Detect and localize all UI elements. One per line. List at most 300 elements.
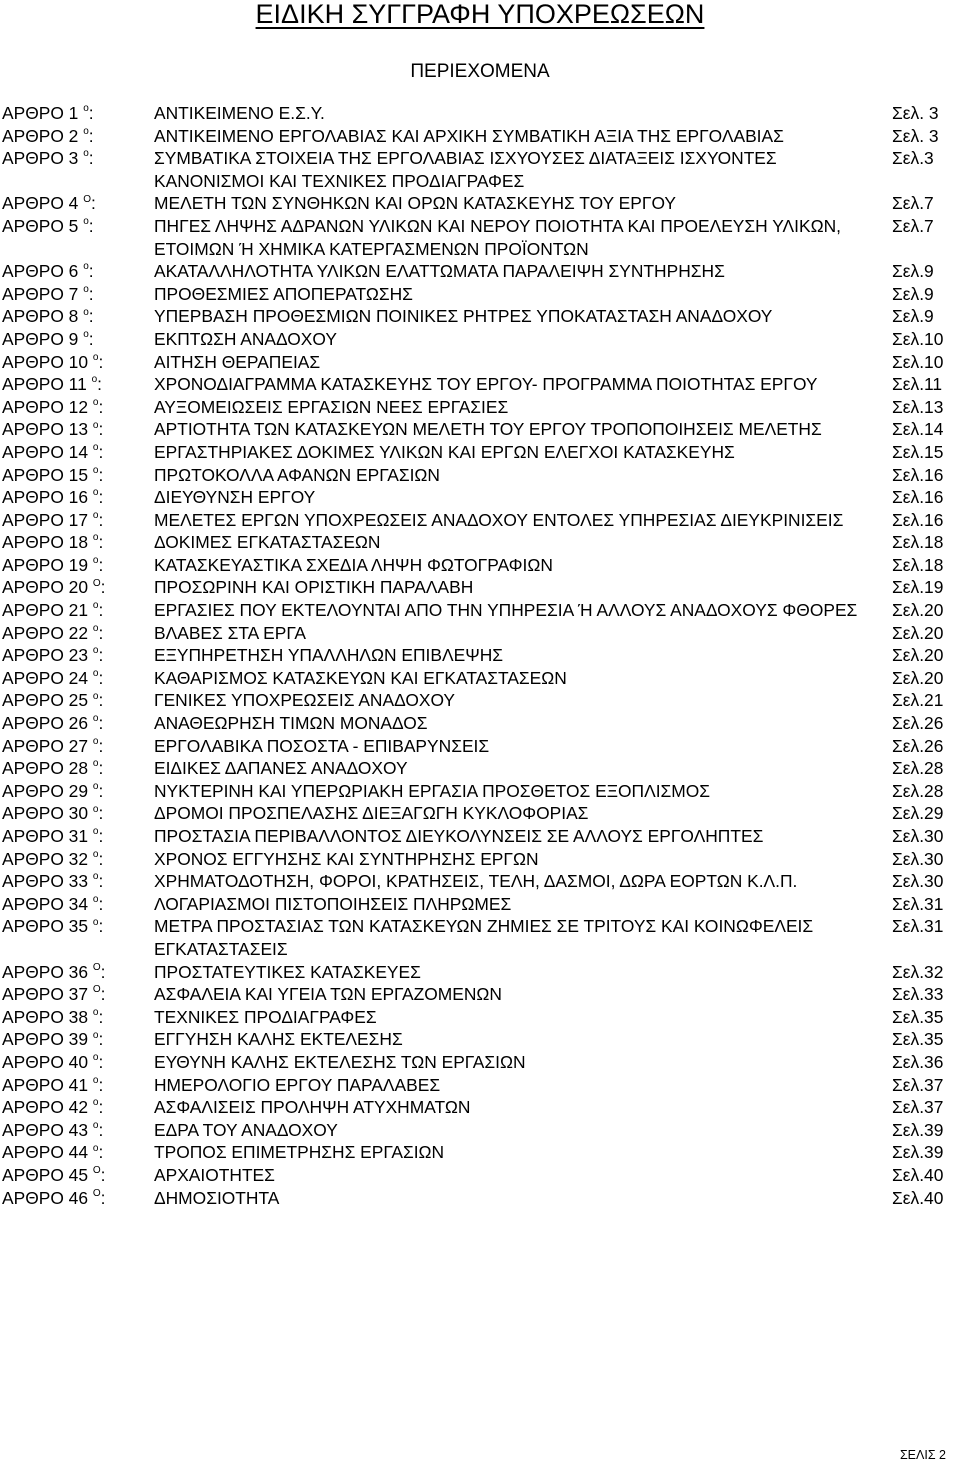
colon-separator: : bbox=[98, 713, 104, 734]
colon-separator: : bbox=[97, 374, 102, 395]
article-label: ΑΡΘΡΟ 11 bbox=[2, 374, 87, 395]
page-reference: Σελ.28 bbox=[892, 780, 944, 801]
article-label: ΑΡΘΡΟ 6 bbox=[2, 261, 79, 282]
toc-entry bbox=[2, 961, 960, 984]
article-number bbox=[2, 644, 154, 667]
article-number bbox=[2, 1141, 154, 1164]
toc-entry bbox=[2, 757, 960, 780]
toc-entry bbox=[2, 893, 960, 916]
toc-entry bbox=[2, 848, 960, 871]
toc-entry bbox=[2, 351, 960, 374]
colon-separator: : bbox=[98, 690, 104, 711]
ordinal-suffix: ο bbox=[92, 1052, 99, 1064]
ordinal-suffix: ο bbox=[92, 668, 99, 680]
article-number bbox=[2, 125, 154, 148]
article-label: ΑΡΘΡΟ 28 bbox=[2, 758, 89, 779]
article-label: ΑΡΘΡΟ 4 bbox=[2, 193, 79, 214]
ordinal-suffix: ο bbox=[83, 306, 89, 318]
page-reference: Σελ. 3 bbox=[892, 125, 939, 146]
colon-separator: : bbox=[88, 283, 94, 304]
page-reference: Σελ.16 bbox=[892, 487, 944, 508]
toc-entry bbox=[2, 554, 960, 577]
page-reference: Σελ.40 bbox=[892, 1187, 944, 1208]
ordinal-suffix: ο bbox=[92, 1119, 99, 1131]
toc-entry bbox=[2, 667, 960, 690]
article-number bbox=[2, 712, 154, 735]
page-reference: Σελ.39 bbox=[892, 1142, 944, 1163]
article-number bbox=[2, 1074, 154, 1097]
article-number bbox=[2, 215, 154, 260]
ordinal-suffix: ο bbox=[83, 148, 89, 160]
article-topic: ΤΡΟΠΟΣ ΕΠΙΜΕΤΡΗΣΗΣ ΕΡΓΑΣΙΩΝ bbox=[154, 1142, 445, 1163]
article-number bbox=[2, 305, 154, 328]
article-label: ΑΡΘΡΟ 26 bbox=[2, 713, 89, 734]
toc-entry bbox=[2, 735, 960, 758]
toc-entry bbox=[2, 802, 960, 825]
article-topic: ΧΡΟΝΟΣ ΕΓΓΥΗΣΗΣ ΚΑΙ ΣΥΝΤΗΡΗΣΗΣ ΕΡΓΩΝ bbox=[154, 848, 539, 869]
article-label: ΑΡΘΡΟ 19 bbox=[2, 554, 89, 575]
ordinal-suffix: ο bbox=[92, 645, 99, 657]
colon-separator: : bbox=[88, 148, 94, 169]
article-label: ΑΡΘΡΟ 29 bbox=[2, 780, 89, 801]
article-number bbox=[2, 757, 154, 780]
colon-separator: : bbox=[100, 984, 106, 1005]
page-reference: Σελ.14 bbox=[892, 419, 944, 440]
article-number bbox=[2, 396, 154, 419]
article-topic: ΧΡΟΝΟΔΙΑΓΡΑΜΜΑ ΚΑΤΑΣΚΕΥΗΣ ΤΟΥ ΕΡΓΟΥ- ΠΡΟΓΡΑΜΜΑ ΠΟΙΟΤΗΤΑΣ ΕΡΓΟΥ bbox=[154, 374, 818, 395]
article-label: ΑΡΘΡΟ 37 bbox=[2, 984, 89, 1005]
article-topic: ΠΡΟΣΩΡΙΝΗ ΚΑΙ ΟΡΙΣΤΙΚΗ ΠΑΡΑΛΑΒΗ bbox=[154, 577, 474, 598]
article-label: ΑΡΘΡΟ 17 bbox=[2, 509, 89, 530]
page-reference: Σελ.3 bbox=[892, 148, 934, 169]
article-label: ΑΡΘΡΟ 33 bbox=[2, 871, 89, 892]
toc-entry bbox=[2, 328, 960, 351]
toc-entry bbox=[2, 870, 960, 893]
page-reference: Σελ.30 bbox=[892, 848, 944, 869]
ordinal-suffix: ο bbox=[92, 1006, 99, 1018]
article-topic: ΕΡΓΑΣΙΕΣ ΠΟΥ ΕΚΤΕΛΟΥΝΤΑΙ ΑΠΟ ΤΗΝ ΥΠΗΡΕΣΙΑ Ή ΑΛΛΟΥΣ ΑΝΑΔΟΧΟΥΣ ΦΘΟΡΕΣ bbox=[154, 600, 858, 621]
page-reference: Σελ.35 bbox=[892, 1029, 944, 1050]
article-topic: ΑΡΧΑΙΟΤΗΤΕΣ bbox=[154, 1164, 275, 1185]
article-number bbox=[2, 373, 154, 396]
toc-entry bbox=[2, 1096, 960, 1119]
article-label: ΑΡΘΡΟ 24 bbox=[2, 667, 89, 688]
ordinal-suffix: ο bbox=[92, 1142, 99, 1154]
article-topic: ΕΞΥΠΗΡΕΤΗΣΗ ΥΠΑΛΛΗΛΩΝ ΕΠΙΒΛΕΨΗΣ bbox=[154, 645, 504, 666]
document-title: ΕΙΔΙΚΗ ΣΥΓΓΡΑΦΗ ΥΠΟΧΡΕΩΣΕΩΝ bbox=[255, 0, 705, 29]
colon-separator: : bbox=[98, 532, 104, 553]
article-topic: ΣΥΜΒΑΤΙΚΑ ΣΤΟΙΧΕΙΑ ΤΗΣ ΕΡΓΟΛΑΒΙΑΣ ΙΣΧΥΟΥΣΕΣ ΔΙΑΤΑΞΕΙΣ ΙΣΧΥΟΝΤΕΣ ΚΑΝΟΝΙΣΜΟΙ ΚΑΙ ΤΕΧΝΙΚΕΣ ΠΡΟΔΙΑΓΡΑΦΕΣ bbox=[154, 148, 777, 191]
colon-separator: : bbox=[98, 645, 104, 666]
article-topic: ΕΔΡΑ ΤΟΥ ΑΝΑΔΟΧΟΥ bbox=[154, 1119, 338, 1140]
toc-entry bbox=[2, 1187, 960, 1210]
ordinal-suffix: Ο bbox=[92, 1187, 101, 1199]
toc-entry bbox=[2, 1074, 960, 1097]
article-topic: ΕΚΠΤΩΣΗ ΑΝΑΔΟΧΟΥ bbox=[154, 328, 337, 349]
article-topic: ΑΝΑΘΕΩΡΗΣΗ ΤΙΜΩΝ ΜΟΝΑΔΟΣ bbox=[154, 713, 428, 734]
toc-entry bbox=[2, 915, 960, 960]
article-label: ΑΡΘΡΟ 10 bbox=[2, 351, 89, 372]
colon-separator: : bbox=[88, 215, 94, 236]
ordinal-suffix: ο bbox=[92, 826, 99, 838]
toc-entry bbox=[2, 780, 960, 803]
page-reference: Σελ.18 bbox=[892, 532, 944, 553]
page-reference: Σελ.20 bbox=[892, 622, 944, 643]
article-topic: ΠΗΓΕΣ ΛΗΨΗΣ ΑΔΡΑΝΩΝ ΥΛΙΚΩΝ ΚΑΙ ΝΕΡΟΥ ΠΟΙΟΤΗΤΑ ΚΑΙ ΠΡΟΕΛΕΥΣΗ ΥΛΙΚΩΝ, ΕΤΟΙΜΩΝ Ή ΧΗΜΙΚΑ ΚΑΤΕΡΓΑΣΜΕΝΩΝ ΠΡΟΪΟΝΤΩΝ bbox=[154, 215, 841, 259]
ordinal-suffix: ο bbox=[92, 1029, 99, 1041]
colon-separator: : bbox=[88, 103, 94, 123]
ordinal-suffix: ο bbox=[92, 487, 99, 499]
ordinal-suffix: ο bbox=[83, 103, 89, 115]
toc-entry bbox=[2, 305, 960, 328]
colon-separator: : bbox=[88, 261, 94, 282]
ordinal-suffix: ο bbox=[92, 735, 99, 747]
article-label: ΑΡΘΡΟ 31 bbox=[2, 826, 89, 846]
colon-separator: : bbox=[98, 848, 104, 869]
article-topic: ΠΡΟΘΕΣΜΙΕΣ ΑΠΟΠΕΡΑΤΩΣΗΣ bbox=[154, 283, 413, 304]
article-number bbox=[2, 599, 154, 622]
article-topic: ΥΠΕΡΒΑΣΗ ΠΡΟΘΕΣΜΙΩΝ ΠΟΙΝΙΚΕΣ ΡΗΤΡΕΣ ΥΠΟΚΑΤΑΣΤΑΣΗ ΑΝΑΔΟΧΟΥ bbox=[154, 306, 773, 327]
colon-separator: : bbox=[98, 871, 104, 892]
colon-separator: : bbox=[98, 1029, 104, 1050]
page-number: ΣΕΛΙΣ 2 bbox=[899, 1448, 946, 1462]
article-label: ΑΡΘΡΟ 7 bbox=[2, 283, 79, 304]
article-label: ΑΡΘΡΟ 22 bbox=[2, 622, 89, 643]
toc-entry bbox=[2, 825, 960, 848]
article-number bbox=[2, 509, 154, 532]
ordinal-suffix: Ο bbox=[92, 961, 101, 973]
article-number bbox=[2, 554, 154, 577]
page-reference: Σελ.35 bbox=[892, 1006, 944, 1027]
article-label: ΑΡΘΡΟ 21 bbox=[2, 600, 89, 621]
ordinal-suffix: ο bbox=[83, 261, 89, 273]
article-number bbox=[2, 1006, 154, 1029]
article-label: ΑΡΘΡΟ 41 bbox=[2, 1074, 89, 1095]
ordinal-suffix: ο bbox=[83, 329, 89, 341]
page-reference: Σελ.20 bbox=[892, 667, 944, 688]
article-number bbox=[2, 735, 154, 758]
page-reference: Σελ.26 bbox=[892, 735, 944, 756]
article-number bbox=[2, 328, 154, 351]
article-topic: ΑΙΤΗΣΗ ΘΕΡΑΠΕΙΑΣ bbox=[154, 351, 321, 372]
contents-heading: ΠΕΡΙΕΧΟΜΕΝΑ bbox=[410, 61, 550, 82]
ordinal-suffix: Ο bbox=[92, 577, 101, 589]
article-number bbox=[2, 780, 154, 803]
article-label: ΑΡΘΡΟ 45 bbox=[2, 1164, 89, 1185]
page-reference: Σελ.20 bbox=[892, 645, 944, 666]
colon-separator: : bbox=[98, 396, 104, 417]
toc-entry bbox=[2, 215, 960, 260]
article-topic: ΑΡΤΙΟΤΗΤΑ ΤΩΝ ΚΑΤΑΣΚΕΥΩΝ ΜΕΛΕΤΗ ΤΟΥ ΕΡΓΟΥ ΤΡΟΠΟΠΟΙΗΣΕΙΣ ΜΕΛΕΤΗΣ bbox=[154, 419, 822, 440]
article-topic: ΧΡΗΜΑΤΟΔΟΤΗΣΗ, ΦΟΡΟΙ, ΚΡΑΤΗΣΕΙΣ, ΤΕΛΗ, ΔΑΣΜΟΙ, ΔΩΡΑ ΕΟΡΤΩΝ Κ.Λ.Π. bbox=[154, 871, 798, 892]
toc-entry bbox=[2, 599, 960, 622]
toc-entry bbox=[2, 373, 960, 396]
article-label: ΑΡΘΡΟ 8 bbox=[2, 306, 79, 327]
toc-entry bbox=[2, 486, 960, 509]
colon-separator: : bbox=[98, 826, 104, 846]
article-label: ΑΡΘΡΟ 40 bbox=[2, 1051, 89, 1072]
toc-entry bbox=[2, 509, 960, 532]
article-number bbox=[2, 192, 154, 215]
article-label: ΑΡΘΡΟ 27 bbox=[2, 735, 89, 756]
page-reference: Σελ.10 bbox=[892, 328, 944, 349]
article-topic: ΒΛΑΒΕΣ ΣΤΑ ΕΡΓΑ bbox=[154, 622, 306, 643]
article-number bbox=[2, 464, 154, 487]
page-reference: Σελ.9 bbox=[892, 306, 934, 327]
colon-separator: : bbox=[98, 1051, 104, 1072]
article-number bbox=[2, 870, 154, 893]
article-topic: ΕΙΔΙΚΕΣ ΔΑΠΑΝΕΣ ΑΝΑΔΟΧΟΥ bbox=[154, 758, 408, 779]
article-label: ΑΡΘΡΟ 12 bbox=[2, 396, 89, 417]
article-number bbox=[2, 441, 154, 464]
article-label: ΑΡΘΡΟ 25 bbox=[2, 690, 89, 711]
page-reference: Σελ.26 bbox=[892, 713, 944, 734]
toc-entry bbox=[2, 1141, 960, 1164]
page-reference: Σελ.9 bbox=[892, 283, 934, 304]
toc-entry bbox=[2, 418, 960, 441]
article-label: ΑΡΘΡΟ 13 bbox=[2, 419, 89, 440]
toc-entry bbox=[2, 531, 960, 554]
article-label: ΑΡΘΡΟ 46 bbox=[2, 1187, 89, 1208]
article-topic: ΔΟΚΙΜΕΣ ΕΓΚΑΤΑΣΤΑΣΕΩΝ bbox=[154, 532, 381, 553]
article-topic: ΕΥΘΥΝΗ ΚΑΛΗΣ ΕΚΤΕΛΕΣΗΣ ΤΩΝ ΕΡΓΑΣΙΩΝ bbox=[154, 1051, 526, 1072]
article-label: ΑΡΘΡΟ 43 bbox=[2, 1119, 89, 1140]
article-number bbox=[2, 915, 154, 960]
article-topic: ΕΡΓΑΣΤΗΡΙΑΚΕΣ ΔΟΚΙΜΕΣ ΥΛΙΚΩΝ ΚΑΙ ΕΡΓΩΝ ΕΛΕΓΧΟΙ ΚΑΤΑΣΚΕΥΗΣ bbox=[154, 441, 735, 462]
colon-separator: : bbox=[88, 125, 94, 146]
article-label: ΑΡΘΡΟ 5 bbox=[2, 215, 79, 236]
page-reference: Σελ.33 bbox=[892, 984, 944, 1005]
colon-separator: : bbox=[98, 758, 104, 779]
colon-separator: : bbox=[88, 328, 94, 349]
article-topic: ΔΡΟΜΟΙ ΠΡΟΣΠΕΛΑΣΗΣ ΔΙΕΞΑΓΩΓΗ ΚΥΚΛΟΦΟΡΙΑΣ bbox=[154, 803, 589, 824]
article-topic: ΝΥΚΤΕΡΙΝΗ ΚΑΙ ΥΠΕΡΩΡΙΑΚΗ ΕΡΓΑΣΙΑ ΠΡΟΣΘΕΤΟΣ ΕΞΟΠΛΙΣΜΟΣ bbox=[154, 780, 711, 801]
toc-entry bbox=[2, 441, 960, 464]
article-number bbox=[2, 825, 154, 848]
article-topic: ΗΜΕΡΟΛΟΓΙΟ ΕΡΓΟΥ ΠΑΡΑΛΑΒΕΣ bbox=[154, 1074, 441, 1095]
article-label: ΑΡΘΡΟ 23 bbox=[2, 645, 89, 666]
ordinal-suffix: ο bbox=[92, 893, 99, 905]
article-topic: ΠΡΩΤΟΚΟΛΛΑ ΑΦΑΝΩΝ ΕΡΓΑΣΙΩΝ bbox=[154, 464, 440, 485]
page-reference: Σελ.30 bbox=[892, 826, 944, 846]
article-topic: ΚΑΘΑΡΙΣΜΟΣ ΚΑΤΑΣΚΕΥΩΝ ΚΑΙ ΕΓΚΑΤΑΣΤΑΣΕΩΝ bbox=[154, 667, 567, 688]
page-reference: Σελ.36 bbox=[892, 1051, 944, 1072]
colon-separator: : bbox=[98, 487, 104, 508]
colon-separator: : bbox=[98, 780, 104, 801]
article-topic: ΚΑΤΑΣΚΕΥΑΣΤΙΚΑ ΣΧΕΔΙΑ ΛΗΨΗ ΦΩΤΟΓΡΑΦΙΩΝ bbox=[154, 554, 553, 575]
colon-separator: : bbox=[98, 464, 104, 485]
page-reference: Σελ.7 bbox=[892, 215, 934, 236]
ordinal-suffix: ο bbox=[92, 532, 99, 544]
article-number bbox=[2, 893, 154, 916]
ordinal-suffix: ο bbox=[92, 848, 99, 860]
article-topic: ΜΕΛΕΤΗ ΤΩΝ ΣΥΝΘΗΚΩΝ ΚΑΙ ΟΡΩΝ ΚΑΤΑΣΚΕΥΗΣ ΤΟΥ ΕΡΓΟΥ bbox=[154, 193, 677, 214]
article-label: ΑΡΘΡΟ 38 bbox=[2, 1006, 89, 1027]
ordinal-suffix: ο bbox=[92, 509, 99, 521]
colon-separator: : bbox=[98, 622, 104, 643]
colon-separator: : bbox=[98, 803, 104, 824]
article-number bbox=[2, 576, 154, 599]
article-number bbox=[2, 1028, 154, 1051]
colon-separator: : bbox=[98, 893, 104, 914]
article-number bbox=[2, 1051, 154, 1074]
article-number bbox=[2, 689, 154, 712]
article-number bbox=[2, 351, 154, 374]
ordinal-suffix: ο bbox=[92, 600, 99, 612]
article-label: ΑΡΘΡΟ 30 bbox=[2, 803, 89, 824]
page-reference: Σελ.19 bbox=[892, 577, 944, 598]
colon-separator: : bbox=[98, 1119, 104, 1140]
article-topic: ΔΙΕΥΘΥΝΣΗ ΕΡΓΟΥ bbox=[154, 487, 316, 508]
colon-separator: : bbox=[100, 1164, 106, 1185]
article-number bbox=[2, 531, 154, 554]
ordinal-suffix: ο bbox=[92, 871, 99, 883]
toc-entry bbox=[2, 260, 960, 283]
ordinal-suffix: ο bbox=[92, 1074, 99, 1086]
page-reference: Σελ. 3 bbox=[892, 103, 939, 123]
toc-entry bbox=[2, 125, 960, 148]
article-number bbox=[2, 961, 154, 984]
article-topic: ΑΣΦΑΛΙΣΕΙΣ ΠΡΟΛΗΨΗ ΑΤΥΧΗΜΑΤΩΝ bbox=[154, 1097, 471, 1118]
colon-separator: : bbox=[98, 1074, 104, 1095]
ordinal-suffix: ο bbox=[92, 690, 99, 702]
colon-separator: : bbox=[98, 735, 104, 756]
article-topic: ΑΚΑΤΑΛΛΗΛΟΤΗΤΑ ΥΛΙΚΩΝ ΕΛΑΤΤΩΜΑΤΑ ΠΑΡΑΛΕΙΨΗ ΣΥΝΤΗΡΗΣΗΣ bbox=[154, 261, 725, 282]
article-label: ΑΡΘΡΟ 1 bbox=[2, 103, 79, 123]
article-label: ΑΡΘΡΟ 39 bbox=[2, 1029, 89, 1050]
toc-entry bbox=[2, 622, 960, 645]
article-label: ΑΡΘΡΟ 36 bbox=[2, 961, 89, 982]
page-reference: Σελ.40 bbox=[892, 1164, 944, 1185]
colon-separator: : bbox=[98, 1142, 104, 1163]
colon-separator: : bbox=[98, 509, 104, 530]
article-topic: ΛΟΓΑΡΙΑΣΜΟΙ ΠΙΣΤΟΠΟΙΗΣΕΙΣ ΠΛΗΡΩΜΕΣ bbox=[154, 893, 512, 914]
article-label: ΑΡΘΡΟ 16 bbox=[2, 487, 89, 508]
ordinal-suffix: ο bbox=[92, 622, 99, 634]
page-reference: Σελ.21 bbox=[892, 690, 944, 711]
article-topic: ΕΓΓΥΗΣΗ ΚΑΛΗΣ ΕΚΤΕΛΕΣΗΣ bbox=[154, 1029, 403, 1050]
article-number bbox=[2, 802, 154, 825]
page-reference: Σελ.28 bbox=[892, 758, 944, 779]
ordinal-suffix: ο bbox=[83, 125, 89, 137]
ordinal-suffix: ο bbox=[83, 283, 89, 295]
article-topic: ΤΕΧΝΙΚΕΣ ΠΡΟΔΙΑΓΡΑΦΕΣ bbox=[154, 1006, 377, 1027]
toc-entry bbox=[2, 102, 960, 125]
article-topic: ΓΕΝΙΚΕΣ ΥΠΟΧΡΕΩΣΕΙΣ ΑΝΑΔΟΧΟΥ bbox=[154, 690, 456, 711]
toc-entry bbox=[2, 576, 960, 599]
page-reference: Σελ.37 bbox=[892, 1097, 944, 1118]
ordinal-suffix: ο bbox=[92, 464, 99, 476]
toc-entry bbox=[2, 712, 960, 735]
ordinal-suffix: Ο bbox=[83, 193, 91, 205]
article-number bbox=[2, 1119, 154, 1142]
toc-entry bbox=[2, 1164, 960, 1187]
colon-separator: : bbox=[100, 577, 106, 598]
page-reference: Σελ.31 bbox=[892, 893, 944, 914]
article-label: ΑΡΘΡΟ 20 bbox=[2, 577, 89, 598]
ordinal-suffix: ο bbox=[92, 1097, 99, 1109]
colon-separator: : bbox=[98, 600, 104, 621]
toc-entry bbox=[2, 1051, 960, 1074]
article-label: ΑΡΘΡΟ 34 bbox=[2, 893, 89, 914]
page-reference: Σελ.10 bbox=[892, 351, 944, 372]
article-number bbox=[2, 486, 154, 509]
table-of-contents bbox=[2, 102, 960, 1209]
article-topic: ΜΕΛΕΤΕΣ ΕΡΓΩΝ ΥΠΟΧΡΕΩΣΕΙΣ ΑΝΑΔΟΧΟΥ ΕΝΤΟΛΕΣ ΥΠΗΡΕΣΙΑΣ ΔΙΕΥΚΡΙΝΙΣΕΙΣ bbox=[154, 509, 844, 530]
toc-entry bbox=[2, 396, 960, 419]
article-label: ΑΡΘΡΟ 2 bbox=[2, 125, 79, 146]
article-label: ΑΡΘΡΟ 44 bbox=[2, 1142, 89, 1163]
toc-entry bbox=[2, 192, 960, 215]
ordinal-suffix: ο bbox=[92, 419, 99, 431]
toc-entry bbox=[2, 283, 960, 306]
page-reference: Σελ.39 bbox=[892, 1119, 944, 1140]
colon-separator: : bbox=[98, 441, 104, 462]
page-reference: Σελ.31 bbox=[892, 916, 944, 937]
article-number bbox=[2, 260, 154, 283]
ordinal-suffix: ο bbox=[92, 351, 99, 363]
article-label: ΑΡΘΡΟ 14 bbox=[2, 441, 89, 462]
ordinal-suffix: ο bbox=[92, 781, 99, 793]
article-label: ΑΡΘΡΟ 32 bbox=[2, 848, 89, 869]
colon-separator: : bbox=[90, 193, 96, 214]
toc-entry bbox=[2, 1119, 960, 1142]
page-reference: Σελ.20 bbox=[892, 600, 944, 621]
page-reference: Σελ.18 bbox=[892, 554, 944, 575]
colon-separator: : bbox=[98, 667, 104, 688]
article-label: ΑΡΘΡΟ 35 bbox=[2, 916, 89, 937]
toc-entry bbox=[2, 644, 960, 667]
ordinal-suffix: ο bbox=[92, 916, 99, 928]
ordinal-suffix: Ο bbox=[92, 984, 101, 996]
article-topic: ΜΕΤΡΑ ΠΡΟΣΤΑΣΙΑΣ ΤΩΝ ΚΑΤΑΣΚΕΥΩΝ ΖΗΜΙΕΣ ΣΕ ΤΡΙΤΟΥΣ ΚΑΙ ΚΟΙΝΩΦΕΛΕΙΣ ΕΓΚΑΤΑΣΤΑΣΕΙΣ bbox=[154, 916, 814, 959]
page-reference: Σελ.32 bbox=[892, 961, 944, 982]
article-label: ΑΡΘΡΟ 42 bbox=[2, 1097, 89, 1118]
article-label: ΑΡΘΡΟ 18 bbox=[2, 532, 89, 553]
article-number bbox=[2, 102, 154, 125]
article-number bbox=[2, 418, 154, 441]
colon-separator: : bbox=[98, 554, 104, 575]
toc-entry bbox=[2, 147, 960, 192]
page-reference: Σελ.30 bbox=[892, 871, 944, 892]
article-number bbox=[2, 283, 154, 306]
article-number bbox=[2, 667, 154, 690]
ordinal-suffix: ο bbox=[92, 396, 99, 408]
ordinal-suffix: Ο bbox=[92, 1165, 101, 1177]
ordinal-suffix: ο bbox=[92, 555, 99, 567]
colon-separator: : bbox=[98, 1097, 104, 1118]
article-topic: ΠΡΟΣΤΑΤΕΥΤΙΚΕΣ ΚΑΤΑΣΚΕΥΕΣ bbox=[154, 961, 421, 982]
toc-entry bbox=[2, 464, 960, 487]
page-reference: Σελ.16 bbox=[892, 509, 944, 530]
page-reference: Σελ.37 bbox=[892, 1074, 944, 1095]
ordinal-suffix: ο bbox=[92, 758, 99, 770]
article-topic: ΔΗΜΟΣΙΟΤΗΤΑ bbox=[154, 1187, 280, 1208]
toc-entry bbox=[2, 689, 960, 712]
colon-separator: : bbox=[98, 351, 104, 372]
article-number bbox=[2, 983, 154, 1006]
article-topic: ΑΝΤΙΚΕΙΜΕΝΟ Ε.Σ.Υ. bbox=[154, 103, 325, 123]
article-number bbox=[2, 848, 154, 871]
colon-separator: : bbox=[100, 961, 106, 982]
colon-separator: : bbox=[98, 419, 104, 440]
ordinal-suffix: ο bbox=[91, 374, 98, 386]
colon-separator: : bbox=[98, 1006, 104, 1027]
article-topic: ΕΡΓΟΛΑΒΙΚΑ ΠΟΣΟΣΤΑ - ΕΠΙΒΑΡΥΝΣΕΙΣ bbox=[154, 735, 490, 756]
article-number bbox=[2, 1164, 154, 1187]
colon-separator: : bbox=[100, 1187, 106, 1208]
ordinal-suffix: ο bbox=[83, 216, 89, 228]
